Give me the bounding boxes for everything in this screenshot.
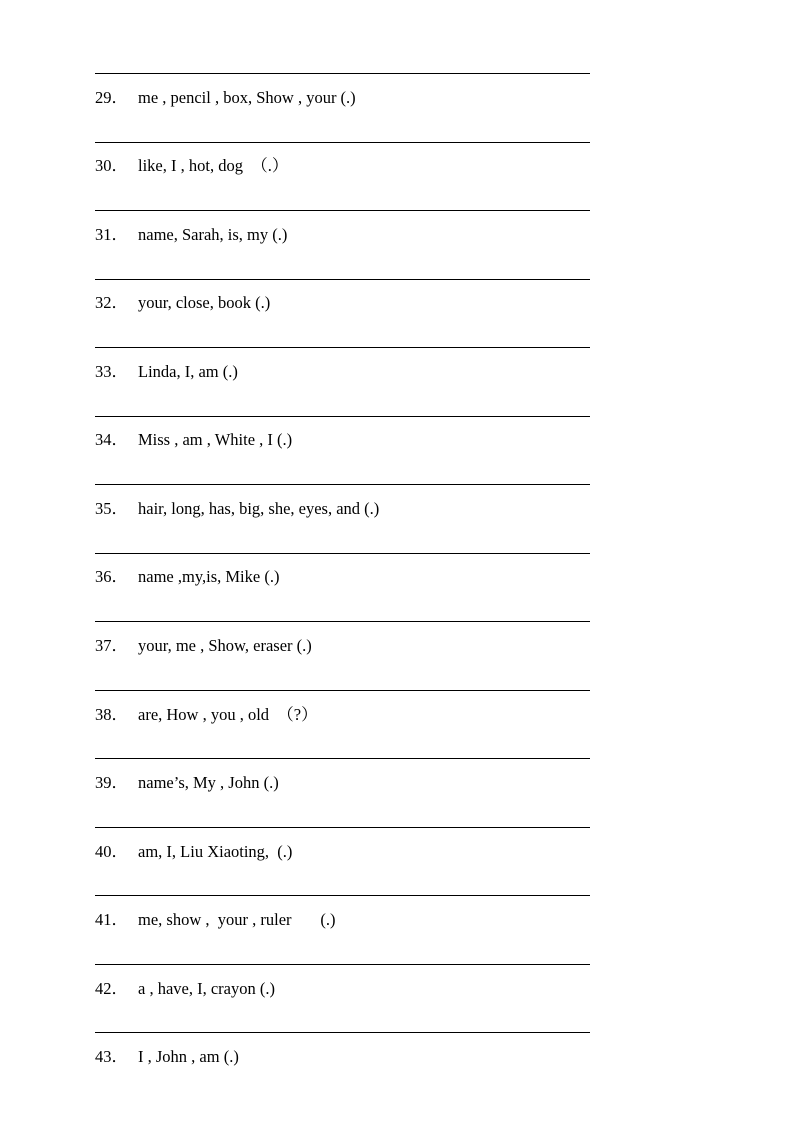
question-text: name’s, My , John (.) bbox=[138, 773, 279, 792]
question-text: name, Sarah, is, my (.) bbox=[138, 225, 288, 244]
question-38 bbox=[95, 703, 318, 727]
answer-line bbox=[95, 416, 590, 417]
question-32 bbox=[95, 291, 270, 315]
question-text: me, show , your , ruler (.) bbox=[138, 910, 336, 929]
answer-line bbox=[95, 210, 590, 211]
answer-line bbox=[95, 142, 590, 143]
question-35 bbox=[95, 497, 379, 521]
answer-line bbox=[95, 279, 590, 280]
question-text: your, me , Show, eraser (.) bbox=[138, 636, 312, 655]
question-text: I , John , am (.) bbox=[138, 1047, 239, 1066]
answer-line bbox=[95, 964, 590, 965]
answer-line bbox=[95, 347, 590, 348]
answer-line bbox=[95, 895, 590, 896]
question-number: 43． bbox=[95, 1047, 128, 1066]
question-number: 35． bbox=[95, 499, 128, 518]
question-29 bbox=[95, 86, 356, 110]
question-39 bbox=[95, 771, 279, 795]
question-33 bbox=[95, 360, 238, 384]
question-text: hair, long, has, big, she, eyes, and (.) bbox=[138, 499, 380, 518]
question-31 bbox=[95, 223, 287, 247]
question-number: 33． bbox=[95, 362, 128, 381]
question-text: am, I, Liu Xiaoting, (.) bbox=[138, 842, 293, 861]
question-number: 41． bbox=[95, 910, 128, 929]
question-number: 40． bbox=[95, 842, 128, 861]
question-40 bbox=[95, 840, 292, 864]
question-number: 34． bbox=[95, 430, 128, 449]
question-36 bbox=[95, 565, 279, 589]
answer-line bbox=[95, 73, 590, 74]
question-number: 32． bbox=[95, 293, 128, 312]
answer-line bbox=[95, 1032, 590, 1033]
question-number: 30． bbox=[95, 156, 128, 175]
question-number: 42． bbox=[95, 979, 128, 998]
question-number: 31． bbox=[95, 225, 128, 244]
question-text: Miss , am , White , I (.) bbox=[138, 430, 293, 449]
answer-line bbox=[95, 827, 590, 828]
question-43 bbox=[95, 1045, 239, 1069]
question-text: name ,my,is, Mike (.) bbox=[138, 567, 280, 586]
answer-line bbox=[95, 758, 590, 759]
question-34 bbox=[95, 428, 292, 452]
question-text: your, close, book (.) bbox=[138, 293, 271, 312]
question-text: me , pencil , box, Show , your (.) bbox=[138, 88, 356, 107]
question-text: are, How , you , old （?） bbox=[138, 705, 318, 724]
question-number: 36． bbox=[95, 567, 128, 586]
question-30 bbox=[95, 154, 288, 178]
answer-line bbox=[95, 484, 590, 485]
answer-line bbox=[95, 621, 590, 622]
question-text: a , have, I, crayon (.) bbox=[138, 979, 275, 998]
question-41 bbox=[95, 908, 336, 932]
question-number: 39． bbox=[95, 773, 128, 792]
answer-line bbox=[95, 690, 590, 691]
answer-line bbox=[95, 553, 590, 554]
question-42 bbox=[95, 977, 275, 1001]
question-number: 29． bbox=[95, 88, 128, 107]
question-text: like, I , hot, dog （.） bbox=[138, 156, 289, 175]
question-number: 38． bbox=[95, 705, 128, 724]
question-number: 37． bbox=[95, 636, 128, 655]
question-37 bbox=[95, 634, 312, 658]
question-text: Linda, I, am (.) bbox=[138, 362, 238, 381]
